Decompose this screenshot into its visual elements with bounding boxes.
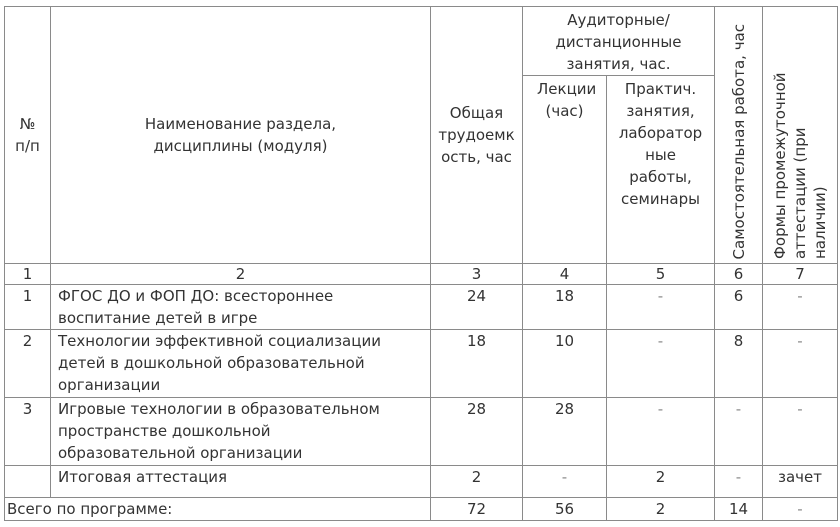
row-attestation: зачет (763, 466, 838, 498)
row-name: Итоговая аттестация (51, 466, 431, 498)
row-selfwork: - (715, 466, 763, 498)
row-lectures: 18 (523, 285, 607, 330)
colnum-5: 5 (607, 264, 715, 285)
header-name: Наименование раздела, дисциплины (модуля) (51, 7, 431, 264)
row-num: 2 (5, 330, 51, 398)
row-num (5, 466, 51, 498)
row-lectures: 10 (523, 330, 607, 398)
row-attestation: - (763, 330, 838, 398)
colnum-1: 1 (5, 264, 51, 285)
header-num: № п/п (5, 7, 51, 264)
total-total: 72 (431, 498, 523, 521)
row-selfwork: - (715, 398, 763, 466)
total-attestation: - (763, 498, 838, 521)
row-selfwork: 8 (715, 330, 763, 398)
row-total: 28 (431, 398, 523, 466)
row-num: 3 (5, 398, 51, 466)
total-row (5, 498, 838, 521)
header-selfwork: Самостоятельная работа, час (729, 23, 748, 259)
row-name: ФГОС ДО и ФОП ДО: всестороннее воспитание детей в игре (51, 285, 431, 330)
total-practical: 2 (607, 498, 715, 521)
row-attestation: - (763, 285, 838, 330)
row-total: 2 (431, 466, 523, 498)
row-practical: - (607, 330, 715, 398)
table-row (5, 330, 838, 398)
row-practical: - (607, 398, 715, 466)
colnum-7: 7 (763, 264, 838, 285)
total-label: Всего по программе: (5, 498, 431, 521)
total-lectures: 56 (523, 498, 607, 521)
row-selfwork: 6 (715, 285, 763, 330)
row-name: Игровые технологии в образовательном пространстве дошкольной образовательной организации (51, 398, 431, 466)
row-lectures: - (523, 466, 607, 498)
header-practical: Практич. занятия, лаборатор ные работы, семинары (607, 76, 715, 264)
colnum-6: 6 (715, 264, 763, 285)
row-practical: 2 (607, 466, 715, 498)
header-attestation: Формы промежуточной аттестации (при наличии) (771, 72, 830, 259)
table-row (5, 285, 838, 330)
curriculum-table (4, 6, 838, 521)
row-total: 24 (431, 285, 523, 330)
row-num: 1 (5, 285, 51, 330)
row-lectures: 28 (523, 398, 607, 466)
header-total: Общая трудоемк ость, час (431, 7, 523, 264)
table-row (5, 398, 838, 466)
row-total: 18 (431, 330, 523, 398)
colnum-3: 3 (431, 264, 523, 285)
colnum-2: 2 (51, 264, 431, 285)
header-lectures: Лекции (час) (523, 76, 607, 264)
row-name: Технологии эффективной социализации детей в дошкольной образовательной организации (51, 330, 431, 398)
header-auditory: Аудиторные/ дистанционные занятия, час. (523, 7, 715, 76)
colnum-4: 4 (523, 264, 607, 285)
total-selfwork: 14 (715, 498, 763, 521)
header-attestation-cell (763, 7, 838, 264)
header-selfwork-cell (715, 7, 763, 264)
row-practical: - (607, 285, 715, 330)
column-numbers-row (5, 264, 838, 285)
header-row (5, 7, 838, 76)
row-attestation: - (763, 398, 838, 466)
table-row (5, 466, 838, 498)
